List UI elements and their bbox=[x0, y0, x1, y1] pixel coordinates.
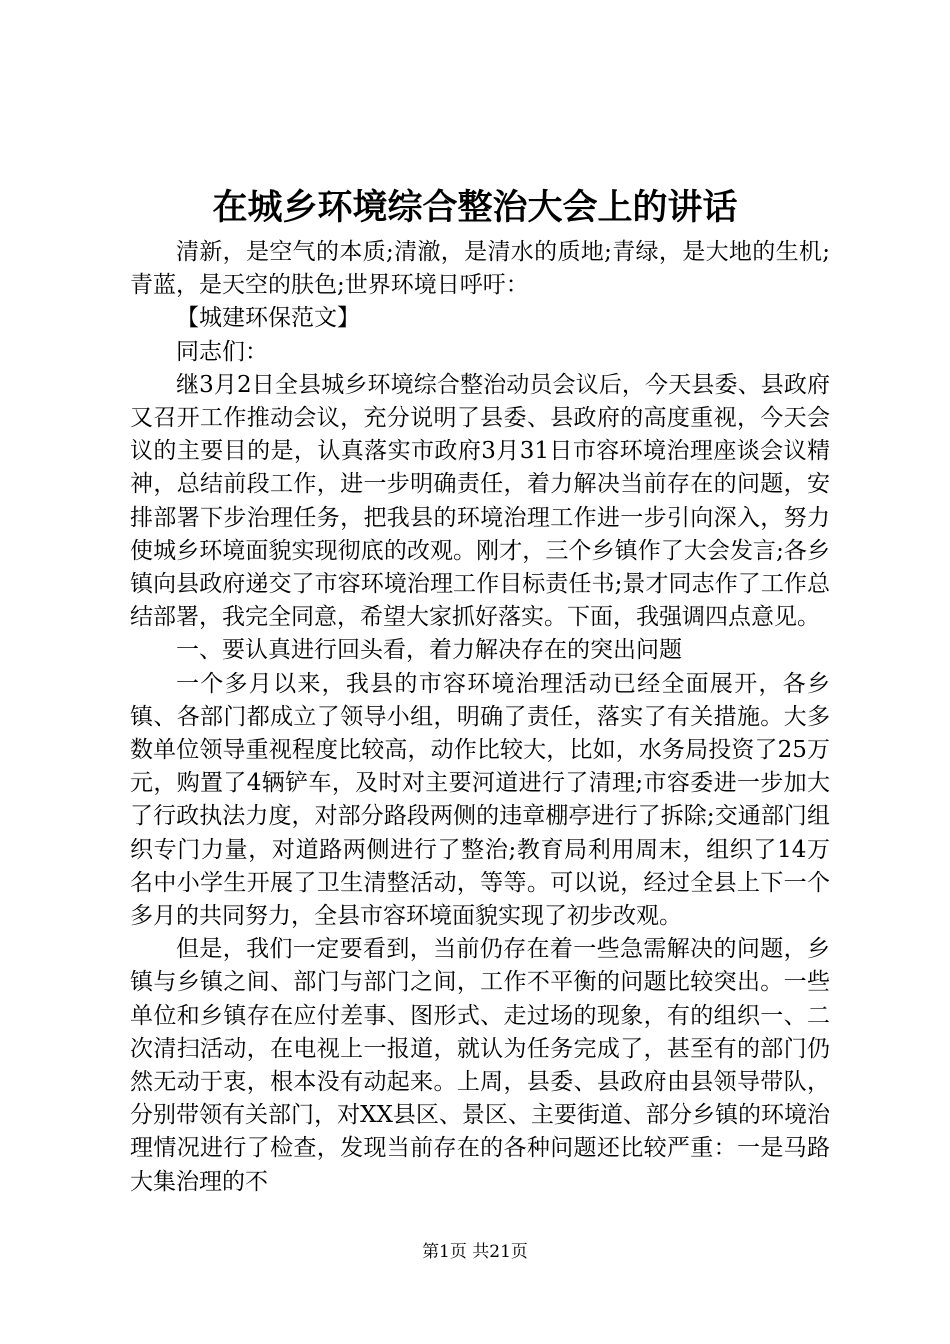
paragraph-problems: 但是，我们一定要看到，当前仍存在着一些急需解决的问题，乡镇与乡镇之间、部门与部门之间，工作不平衡的问题比较突出。一些单位和乡镇存在应付差事、图形式、走过场的现象，有的组织一、二次清扫活动，在电视上一报道，就认为任务完成了，甚至有的部门仍然无动于衷，根本没有动起来。上周，县委、县政府由县领导带队，分别带领有关部门，对XX县区、景区、主要街道、部分乡镇的环境治理情况进行了检查，发现当前存在的各种问题还比较严重：一是马路大集治理的不 bbox=[130, 936, 830, 1195]
document-title: 在城乡环境综合整治大会上的讲话 bbox=[212, 187, 738, 228]
section-heading-1: 一、要认真进行回头看，着力解决存在的突出问题 bbox=[176, 637, 682, 664]
paragraph-progress: 一个多月以来，我县的市容环境治理活动已经全面展开，各乡镇、各部门都成立了领导小组，明确了责任，落实了有关措施。大多数单位领导重视程度比较高，动作比较大，比如，水务局投资了25万元，购置了4辆铲车，及时对主要河道进行了清理;市容委进一步加大了行政执法力度，对部分路段两侧的违章棚亭进行了拆除;交通部门组织专门力量，对道路两侧进行了整治;教育局利用周末，组织了14万名中小学生开展了卫生清整活动，等等。可以说，经过全县上下一个多月的共同努力，全县市容环境面貌实现了初步改观。 bbox=[130, 670, 830, 930]
paragraph-category: 【城建环保范文】 bbox=[176, 305, 360, 332]
paragraph-intro: 清新，是空气的本质;清澈，是清水的质地;青绿，是大地的生机;青蓝，是天空的肤色;世界环境日呼吁： bbox=[130, 239, 830, 299]
paragraph-opening: 继3月2日全县城乡环境综合整治动员会议后，今天县委、县政府又召开工作推动会议，充分说明了县委、县政府的高度重视，今天会议的主要目的是，认真落实市政府3月31日市容环境治理座谈会议精神，总结前段工作，进一步明确责任，着力解决当前存在的问题，安排部署下步治理任务，把我县的环境治理工作进一步引向深入，努力使城乡环境面貌实现彻底的改观。刚才，三个乡镇作了大会发言;各乡镇向县政府递交了市容环境治理工作目标责任书;景才同志作了工作总结部署，我完全同意，希望大家抓好落实。下面，我强调四点意见。 bbox=[130, 371, 830, 631]
page-number-footer: 第1页 共21页 bbox=[422, 1242, 528, 1262]
paragraph-salutation: 同志们： bbox=[176, 338, 268, 365]
document-body bbox=[130, 236, 830, 1199]
